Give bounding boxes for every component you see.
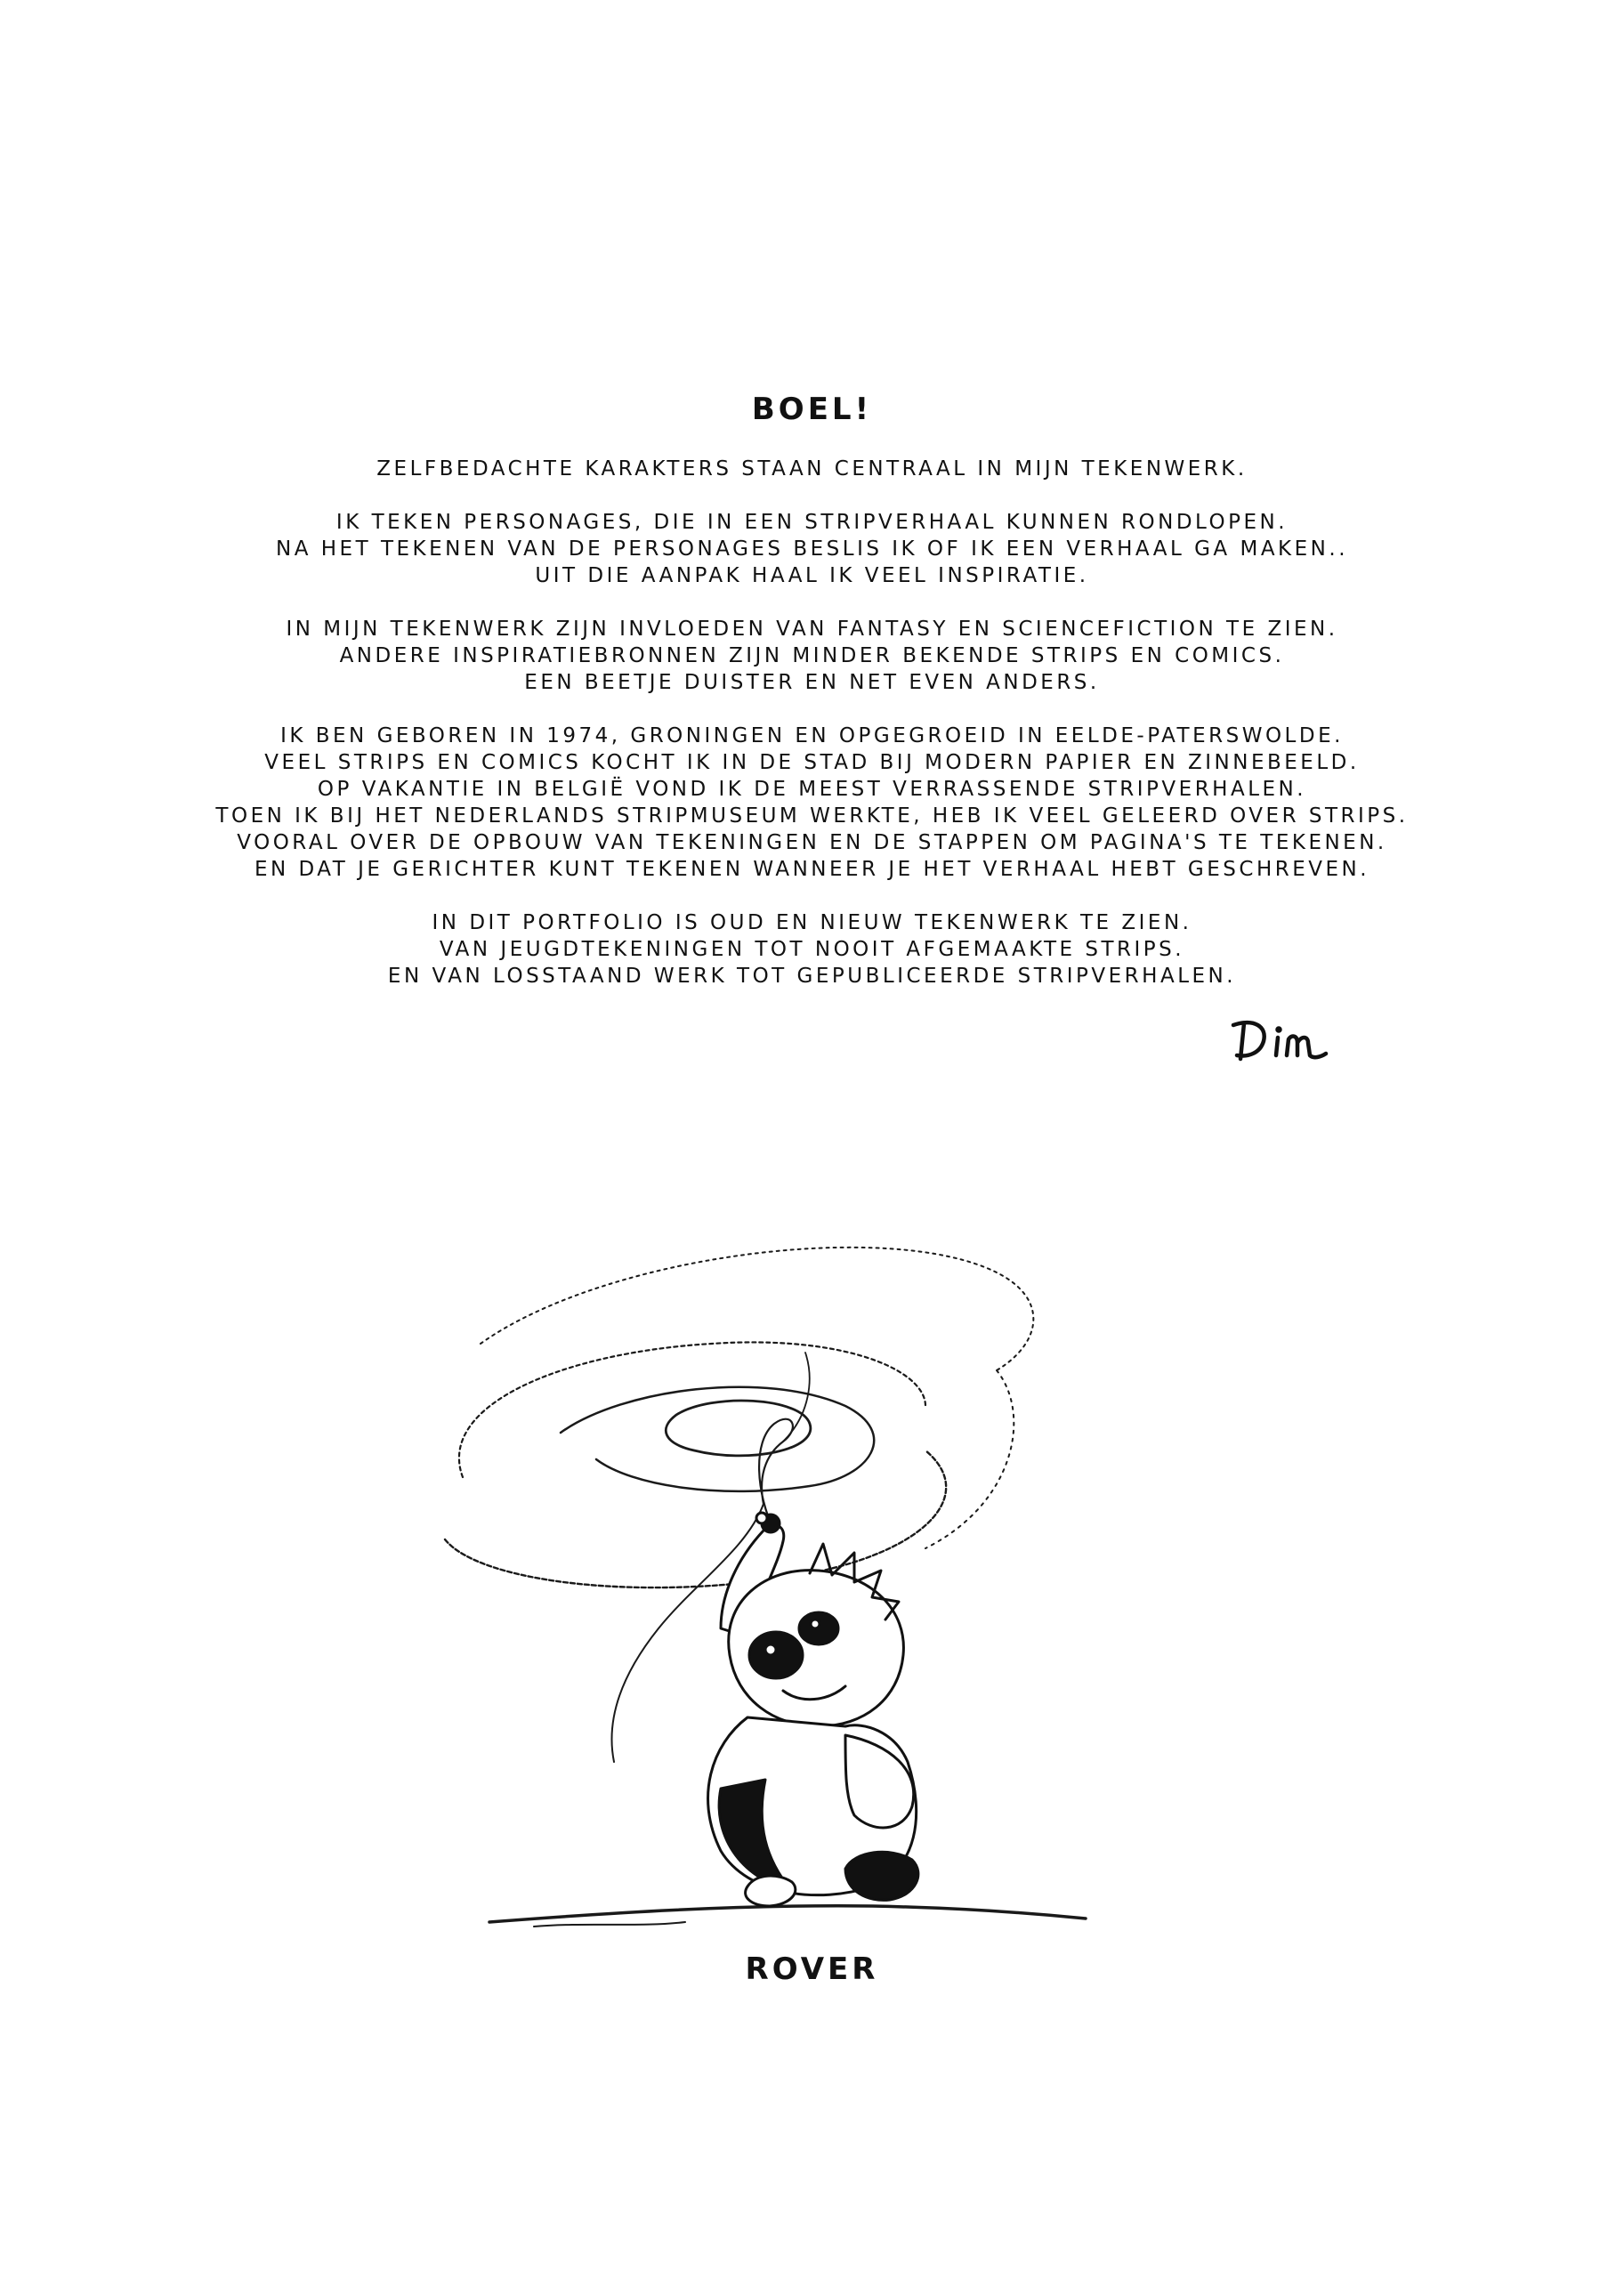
text-line: IK BEN GEBOREN IN 1974, GRONINGEN EN OPGEGROEID IN EELDE-PATERSWOLDE. bbox=[280, 724, 1344, 747]
text-line: TOEN IK BIJ HET NEDERLANDS STRIPMUSEUM WERKTE, HEB IK VEEL GELEERD OVER STRIPS. bbox=[215, 804, 1409, 828]
paragraph-1 bbox=[89, 456, 1535, 482]
text-line: IN DIT PORTFOLIO IS OUD EN NIEUW TEKENWERK TE ZIEN. bbox=[432, 911, 1192, 934]
paragraph-2 bbox=[89, 509, 1535, 589]
paragraph-5 bbox=[89, 909, 1535, 990]
text-line: VAN JEUGDTEKENINGEN TOT NOOIT AFGEMAAKTE STRIPS. bbox=[439, 938, 1185, 961]
text-line: VOORAL OVER DE OPBOUW VAN TEKENINGEN EN DE STAPPEN OM PAGINA'S TE TEKENEN. bbox=[237, 831, 1387, 854]
text-line: OP VAKANTIE IN BELGIË VOND IK DE MEEST VERRASSENDE STRIPVERHALEN. bbox=[317, 778, 1307, 801]
intro-text bbox=[89, 456, 1535, 1016]
text-line: UIT DIE AANPAK HAAL IK VEEL INSPIRATIE. bbox=[535, 564, 1089, 587]
drawing-caption: ROVER bbox=[745, 1951, 879, 1987]
text-line: VEEL STRIPS EN COMICS KOCHT IK IN DE STAD BIJ MODERN PAPIER EN ZINNEBEELD. bbox=[264, 751, 1360, 774]
paragraph-4 bbox=[89, 723, 1535, 883]
signature bbox=[1228, 1014, 1344, 1068]
text-line: IK TEKEN PERSONAGES, DIE IN EEN STRIPVERHAAL KUNNEN RONDLOPEN. bbox=[335, 511, 1289, 534]
text-line: NA HET TEKENEN VAN DE PERSONAGES BESLIS IK OF IK EEN VERHAAL GA MAKEN.. bbox=[276, 537, 1348, 561]
text-line: EN DAT JE GERICHTER KUNT TEKENEN WANNEER JE HET VERHAAL HEBT GESCHREVEN. bbox=[254, 858, 1370, 881]
text-line: ANDERE INSPIRATIEBRONNEN ZIJN MINDER BEKENDE STRIPS EN COMICS. bbox=[339, 644, 1285, 667]
text-line: ZELFBEDACHTE KARAKTERS STAAN CENTRAAL IN MIJN TEKENWERK. bbox=[376, 457, 1248, 481]
character-illustration bbox=[427, 1210, 1157, 2029]
paragraph-3 bbox=[89, 616, 1535, 696]
text-line: EEN BEETJE DUISTER EN NET EVEN ANDERS. bbox=[524, 671, 1100, 694]
text-line: IN MIJN TEKENWERK ZIJN INVLOEDEN VAN FANTASY EN SCIENCEFICTION TE ZIEN. bbox=[286, 618, 1338, 641]
page-title: BOEL! bbox=[751, 392, 873, 427]
text-line: EN VAN LOSSTAAND WERK TOT GEPUBLICEERDE STRIPVERHALEN. bbox=[387, 965, 1237, 988]
